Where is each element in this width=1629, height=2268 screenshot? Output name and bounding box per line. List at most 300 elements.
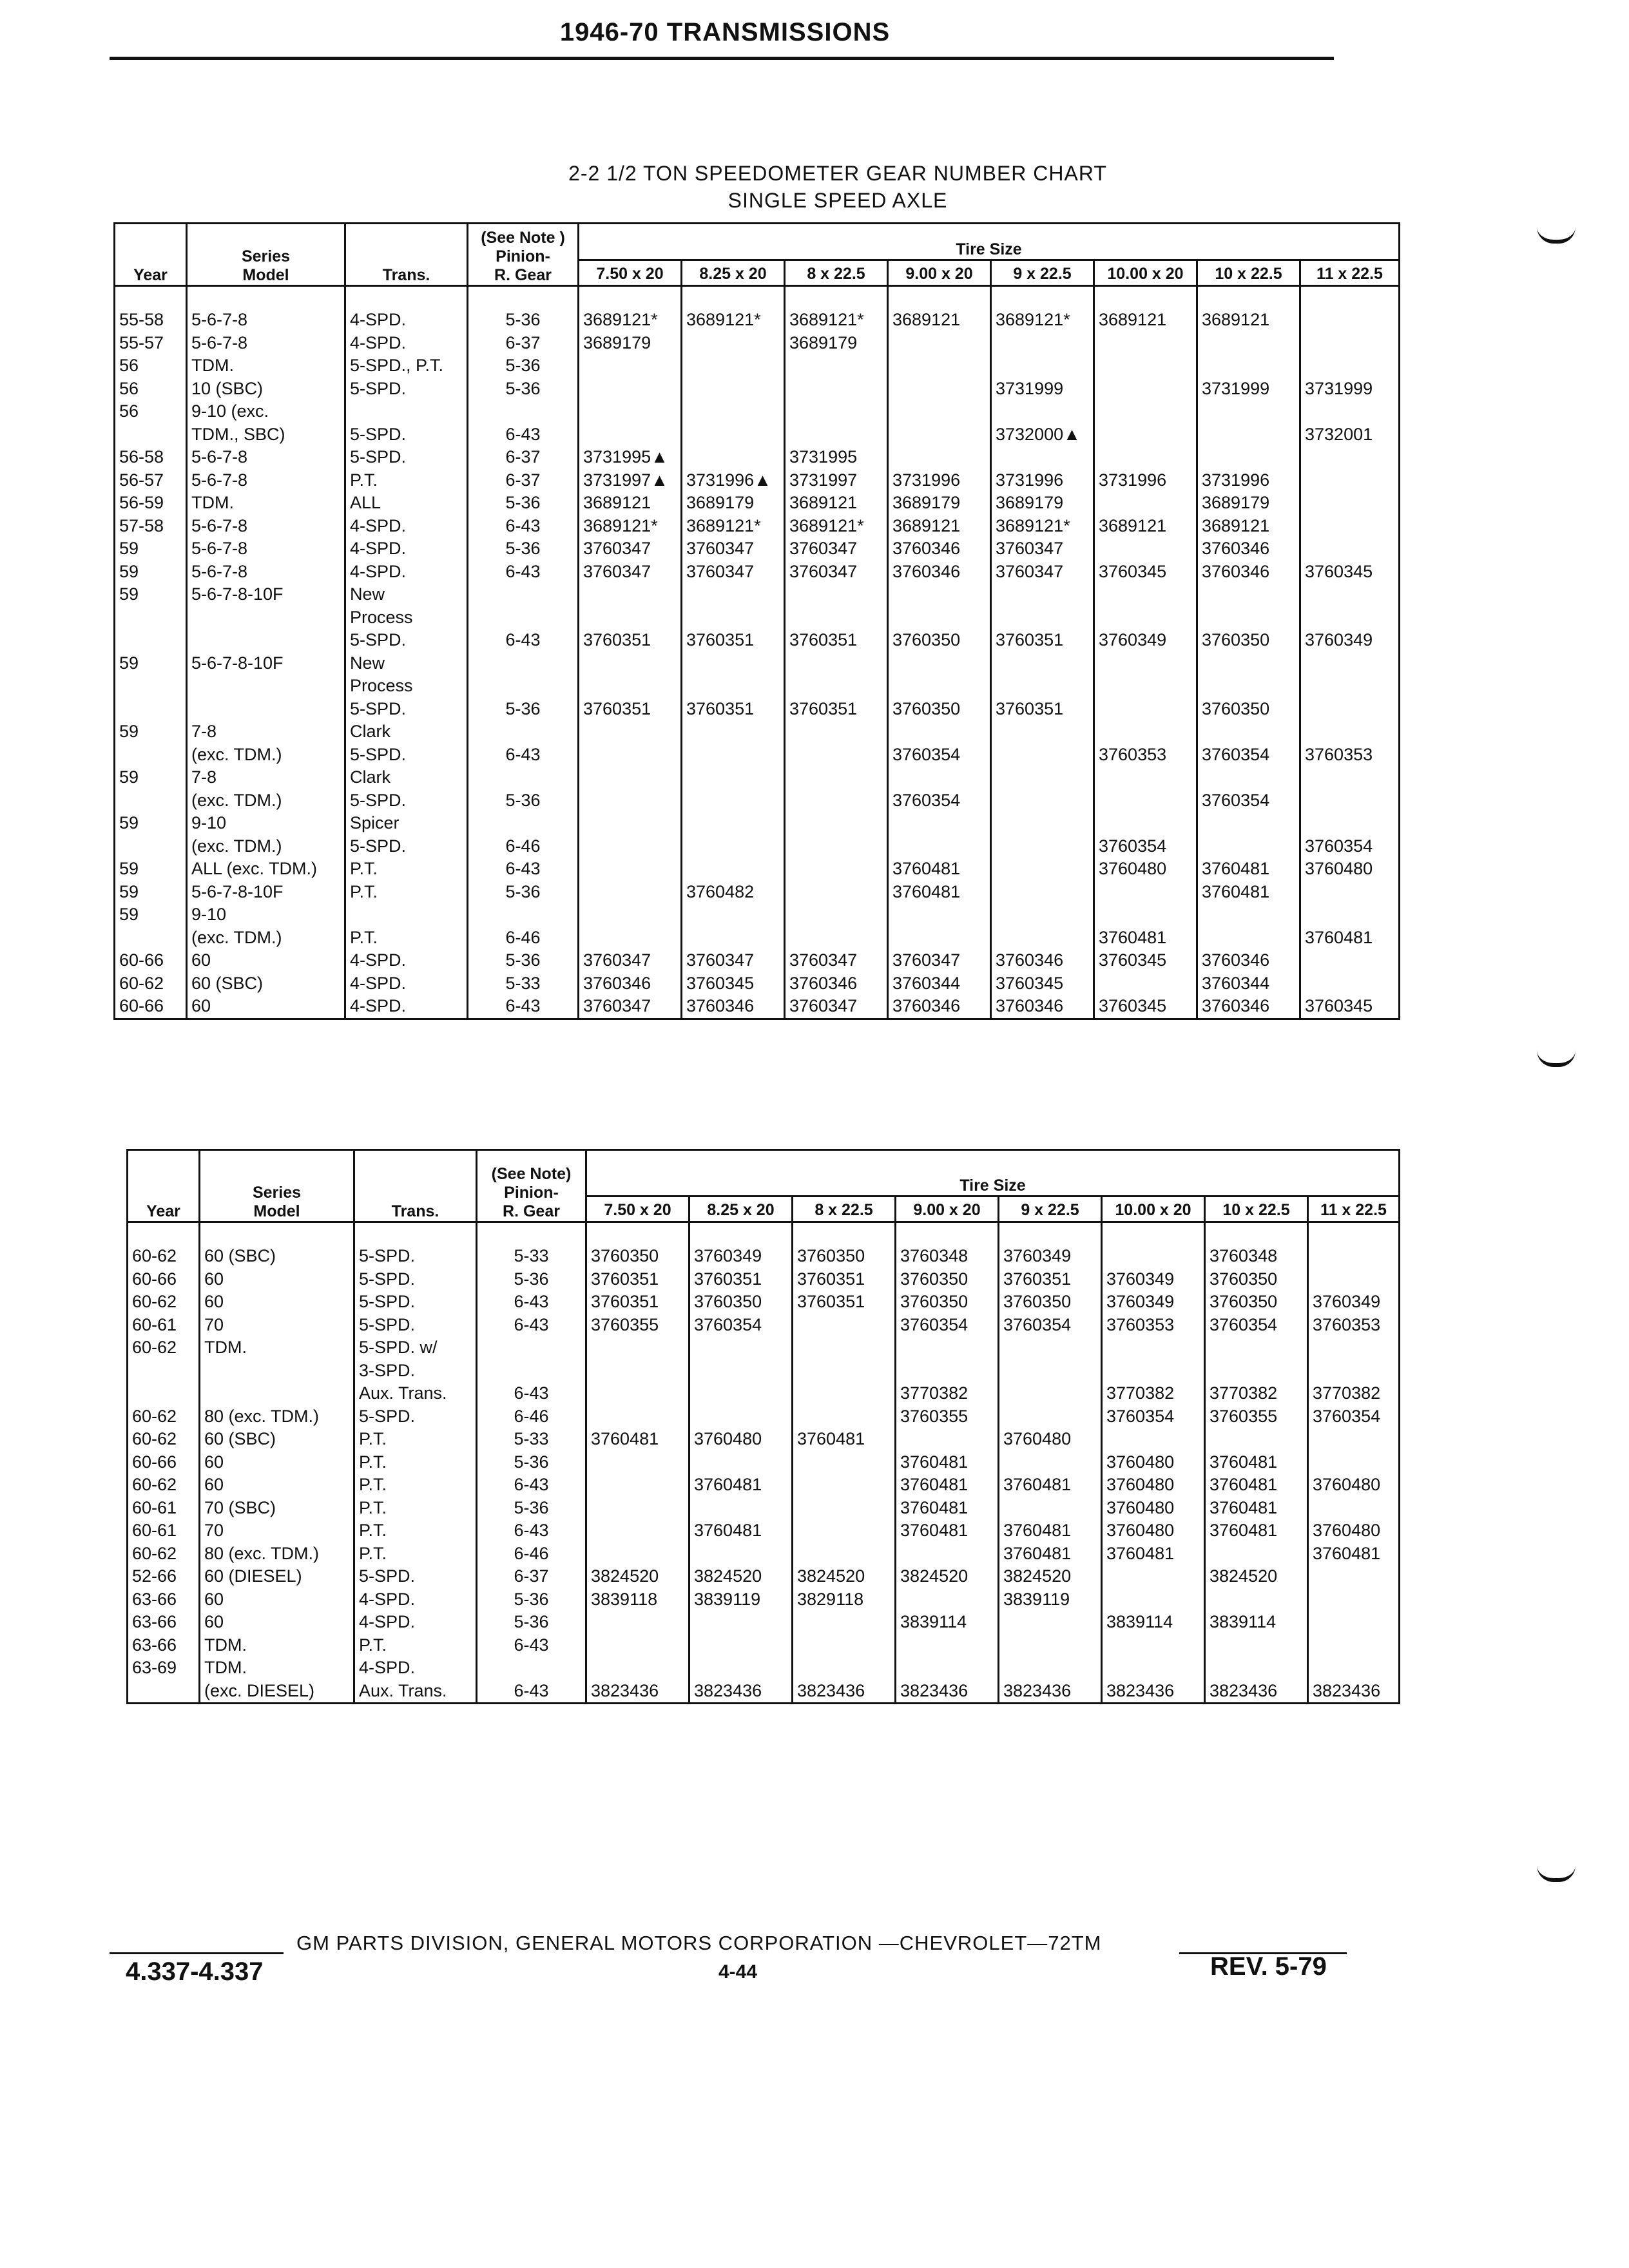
table-row — [115, 332, 1400, 355]
pinion-gear-cell: 6-46 — [477, 1542, 586, 1566]
tire-part-cell: 3760353 — [1094, 744, 1197, 767]
table-row — [115, 378, 1400, 401]
table-row — [128, 1428, 1400, 1451]
trans-cell: 4-SPD. — [345, 515, 468, 538]
tire-part-cell — [785, 766, 888, 789]
tire-part-cell — [785, 744, 888, 767]
tire-part-cell: 3760354 — [1197, 789, 1300, 812]
tire-part-cell — [1197, 720, 1300, 744]
tire-part-cell — [785, 583, 888, 606]
tire-part-cell — [999, 1497, 1102, 1520]
pinion-gear-cell: 5-36 — [477, 1497, 586, 1520]
tire-part-cell — [1300, 949, 1400, 972]
tire-part-cell: 3760351 — [586, 1291, 689, 1314]
tire-part-cell — [1094, 972, 1197, 995]
tire-part-cell — [1205, 1657, 1308, 1680]
tire-part-cell: 3823436 — [1308, 1680, 1400, 1704]
pinion-gear-cell: 5-33 — [477, 1245, 586, 1268]
tire-part-cell: 3760347 — [785, 561, 888, 584]
trans-cell: 5-SPD. — [354, 1314, 477, 1337]
tire-part-cell — [888, 812, 991, 835]
tire-part-cell: 3760354 — [1205, 1314, 1308, 1337]
series-model-cell: 5-6-7-8 — [187, 561, 345, 584]
tire-part-cell — [1197, 835, 1300, 858]
pinion-gear-cell: 5-36 — [468, 949, 579, 972]
tire-part-cell — [579, 766, 682, 789]
trans-cell: 5-SPD. — [354, 1405, 477, 1428]
series-model-cell — [187, 675, 345, 698]
series-model-cell: 5-6-7-8 — [187, 515, 345, 538]
col-header-tire: 9 x 22.5 — [999, 1196, 1102, 1222]
tire-part-cell — [1094, 286, 1197, 309]
trans-cell: 5-SPD. — [345, 423, 468, 447]
pinion-gear-cell — [468, 720, 579, 744]
tire-part-cell — [785, 423, 888, 447]
series-model-cell: 5-6-7-8 — [187, 469, 345, 492]
tire-part-cell — [888, 583, 991, 606]
table-row — [115, 675, 1400, 698]
tire-part-cell — [785, 400, 888, 423]
tire-part-cell: 3760481 — [689, 1474, 793, 1497]
trans-cell: 5-SPD. — [354, 1268, 477, 1291]
trans-cell: P.T. — [354, 1634, 477, 1657]
table-row — [128, 1657, 1400, 1680]
tire-part-cell — [689, 1497, 793, 1520]
tire-part-cell: 3770382 — [1102, 1382, 1205, 1405]
pinion-gear-cell — [468, 652, 579, 675]
table-row — [115, 949, 1400, 972]
year-cell: 56 — [115, 354, 187, 378]
series-model-cell: 60 — [200, 1611, 354, 1634]
pinion-gear-cell: 5-36 — [477, 1588, 586, 1611]
tire-part-cell — [1300, 652, 1400, 675]
tire-part-cell: 3689121* — [579, 515, 682, 538]
year-cell: 59 — [115, 537, 187, 561]
tire-part-cell — [1094, 537, 1197, 561]
chart-title — [387, 160, 1289, 214]
tire-part-cell — [1102, 1245, 1205, 1268]
tire-part-cell: 3760346 — [1197, 995, 1300, 1019]
series-model-cell — [200, 1382, 354, 1405]
tire-part-cell — [896, 1222, 999, 1245]
tire-part-cell: 3760353 — [1308, 1314, 1400, 1337]
tire-part-cell — [999, 1451, 1102, 1474]
pinion-gear-cell: 5-33 — [468, 972, 579, 995]
pinion-gear-cell — [468, 583, 579, 606]
tire-part-cell: 3689121 — [1094, 515, 1197, 538]
pinion-gear-cell: 6-43 — [477, 1314, 586, 1337]
table-row — [128, 1474, 1400, 1497]
pinion-gear-cell: 6-43 — [468, 995, 579, 1019]
table-row — [128, 1588, 1400, 1611]
tire-part-cell: 3689121* — [785, 515, 888, 538]
tire-part-cell: 3760480 — [1102, 1474, 1205, 1497]
tire-part-cell — [1197, 927, 1300, 950]
series-model-cell: TDM., SBC) — [187, 423, 345, 447]
tire-part-cell — [1102, 1657, 1205, 1680]
series-model-cell: (exc. TDM.) — [187, 835, 345, 858]
tire-part-cell — [793, 1542, 896, 1566]
tire-part-cell — [1300, 537, 1400, 561]
tire-part-cell: 3823436 — [689, 1680, 793, 1704]
tire-part-cell — [579, 378, 682, 401]
tire-part-cell — [991, 583, 1094, 606]
tire-part-cell — [999, 1360, 1102, 1383]
pinion-gear-cell: 5-36 — [477, 1451, 586, 1474]
tire-part-cell — [1308, 1588, 1400, 1611]
tire-part-cell — [888, 652, 991, 675]
year-cell — [115, 927, 187, 950]
tire-part-cell — [1102, 1360, 1205, 1383]
tire-part-cell: 3760347 — [785, 995, 888, 1019]
tire-part-cell: 3731999 — [991, 378, 1094, 401]
footer-revision: REV. 5-79 — [1210, 1952, 1327, 1981]
tire-part-cell — [682, 903, 785, 927]
tire-part-cell: 3760351 — [682, 698, 785, 721]
tire-part-cell — [1197, 903, 1300, 927]
tire-part-cell — [579, 400, 682, 423]
tire-part-cell — [1094, 881, 1197, 904]
tire-part-cell — [689, 1611, 793, 1634]
tire-part-cell: 3760348 — [1205, 1245, 1308, 1268]
tire-part-cell: 3760354 — [689, 1314, 793, 1337]
trans-cell: P.T. — [345, 927, 468, 950]
series-model-cell — [200, 1222, 354, 1245]
year-cell: 60-62 — [128, 1428, 200, 1451]
tire-part-cell: 3760354 — [1197, 744, 1300, 767]
trans-cell: Clark — [345, 766, 468, 789]
tire-part-cell: 3760350 — [1197, 698, 1300, 721]
tire-part-cell: 3760347 — [991, 561, 1094, 584]
series-model-cell: TDM. — [200, 1336, 354, 1360]
tire-part-cell: 3760345 — [991, 972, 1094, 995]
tire-part-cell: 3760350 — [1205, 1291, 1308, 1314]
tire-part-cell — [1308, 1336, 1400, 1360]
tire-part-cell — [579, 903, 682, 927]
pinion-gear-cell — [468, 400, 579, 423]
tire-part-cell — [999, 1222, 1102, 1245]
pinion-gear-cell: 5-36 — [468, 492, 579, 515]
tire-part-cell — [682, 652, 785, 675]
trans-cell: 4-SPD. — [345, 537, 468, 561]
trans-cell: ALL — [345, 492, 468, 515]
tire-part-cell: 3689121* — [991, 309, 1094, 332]
trans-cell: P.T. — [354, 1519, 477, 1542]
tire-part-cell — [1197, 675, 1300, 698]
year-cell: 60-66 — [115, 949, 187, 972]
series-model-cell: 5-6-7-8 — [187, 309, 345, 332]
tire-part-cell — [579, 927, 682, 950]
year-cell — [115, 698, 187, 721]
tire-part-cell: 3760354 — [1102, 1405, 1205, 1428]
tire-part-cell — [1197, 332, 1300, 355]
tire-part-cell: 3731999 — [1300, 378, 1400, 401]
tire-part-cell — [689, 1382, 793, 1405]
tire-part-cell: 3689121* — [682, 515, 785, 538]
footer-publisher-line: GM PARTS DIVISION, GENERAL MOTORS CORPORATION —CHEVROLET—72TM — [296, 1932, 1102, 1954]
tire-part-cell: 3823436 — [896, 1680, 999, 1704]
table-row — [115, 309, 1400, 332]
col-header-tire: 10 x 22.5 — [1197, 260, 1300, 286]
col-header-tire-size: Tire Size — [586, 1150, 1400, 1196]
pinion-gear-cell: 6-43 — [477, 1634, 586, 1657]
tire-part-cell: 3731996 — [1197, 469, 1300, 492]
tire-part-cell: 3760481 — [896, 1474, 999, 1497]
tire-part-cell: 3731995 — [785, 446, 888, 469]
series-model-cell — [187, 698, 345, 721]
tire-part-cell — [579, 744, 682, 767]
year-cell — [115, 606, 187, 629]
tire-part-cell — [682, 332, 785, 355]
tire-part-cell — [682, 446, 785, 469]
year-cell — [115, 629, 187, 652]
tire-part-cell — [785, 286, 888, 309]
tire-part-cell: 3839118 — [586, 1588, 689, 1611]
tire-part-cell: 3760351 — [579, 629, 682, 652]
year-cell: 56-58 — [115, 446, 187, 469]
trans-cell: 4-SPD. — [354, 1588, 477, 1611]
trans-cell: 5-SPD. — [345, 789, 468, 812]
tire-part-cell — [579, 789, 682, 812]
table-row — [115, 858, 1400, 881]
tire-part-cell — [682, 766, 785, 789]
tire-part-cell: 3689179 — [785, 332, 888, 355]
year-cell — [128, 1382, 200, 1405]
tire-part-cell — [1102, 1588, 1205, 1611]
year-cell: 60-62 — [128, 1336, 200, 1360]
year-cell — [128, 1222, 200, 1245]
tire-part-cell — [793, 1657, 896, 1680]
tire-part-cell — [682, 606, 785, 629]
tire-part-cell: 3760481 — [888, 881, 991, 904]
tire-part-cell: 3823436 — [586, 1680, 689, 1704]
tire-part-cell: 3760350 — [586, 1245, 689, 1268]
tire-part-cell: 3760346 — [991, 949, 1094, 972]
table-row — [115, 766, 1400, 789]
tire-part-cell: 3760350 — [896, 1268, 999, 1291]
tire-part-cell — [1094, 652, 1197, 675]
tire-part-cell: 3839114 — [896, 1611, 999, 1634]
series-model-cell — [187, 286, 345, 309]
trans-cell: 5-SPD. — [345, 378, 468, 401]
tire-part-cell: 3689121 — [579, 492, 682, 515]
tire-part-cell: 3731997▲ — [579, 469, 682, 492]
tire-part-cell: 3760347 — [785, 537, 888, 561]
tire-part-cell — [579, 652, 682, 675]
tire-part-cell — [1300, 606, 1400, 629]
trans-cell: 4-SPD. — [345, 332, 468, 355]
pinion-gear-cell: 5-36 — [468, 378, 579, 401]
tire-part-cell — [785, 789, 888, 812]
tire-part-cell — [579, 423, 682, 447]
series-model-cell: (exc. TDM.) — [187, 789, 345, 812]
tire-part-cell — [991, 744, 1094, 767]
trans-cell: 4-SPD. — [345, 949, 468, 972]
tire-part-cell — [1102, 1428, 1205, 1451]
tire-part-cell: 3731995▲ — [579, 446, 682, 469]
tire-part-cell — [1197, 583, 1300, 606]
year-cell: 60-62 — [128, 1405, 200, 1428]
tire-part-cell: 3760349 — [689, 1245, 793, 1268]
tire-part-cell: 3760350 — [888, 629, 991, 652]
tire-part-cell: 3760349 — [1094, 629, 1197, 652]
tire-part-cell: 3760350 — [1205, 1268, 1308, 1291]
trans-cell: 3-SPD. — [354, 1360, 477, 1383]
tire-part-cell: 3689121* — [579, 309, 682, 332]
tire-part-cell — [999, 1657, 1102, 1680]
footer-page-number: 4-44 — [718, 1961, 758, 1983]
tire-part-cell — [1094, 698, 1197, 721]
series-model-cell: 70 (SBC) — [200, 1497, 354, 1520]
tire-part-cell: 3760345 — [682, 972, 785, 995]
tire-part-cell: 3689121* — [785, 309, 888, 332]
tire-part-cell — [586, 1405, 689, 1428]
year-cell — [115, 675, 187, 698]
tire-part-cell — [888, 332, 991, 355]
table-row — [115, 629, 1400, 652]
col-header-tire: 9.00 x 20 — [888, 260, 991, 286]
tire-part-cell: 3760350 — [888, 698, 991, 721]
tire-part-cell — [793, 1314, 896, 1337]
tire-part-cell — [991, 858, 1094, 881]
tire-part-cell: 3760481 — [1205, 1474, 1308, 1497]
tire-part-cell — [1300, 881, 1400, 904]
trans-cell: 5-SPD. — [345, 835, 468, 858]
tire-part-cell: 3760481 — [1094, 927, 1197, 950]
series-model-cell: 5-6-7-8-10F — [187, 652, 345, 675]
tire-part-cell — [991, 927, 1094, 950]
trans-cell: P.T. — [354, 1474, 477, 1497]
tire-part-cell: 3760351 — [689, 1268, 793, 1291]
trans-cell: 4-SPD. — [354, 1611, 477, 1634]
col-header-tire: 9.00 x 20 — [896, 1196, 999, 1222]
tire-part-cell: 3760480 — [689, 1428, 793, 1451]
tire-part-cell: 3760481 — [793, 1428, 896, 1451]
trans-cell: 5-SPD. — [354, 1291, 477, 1314]
tire-part-cell — [1094, 583, 1197, 606]
tire-part-cell — [1300, 286, 1400, 309]
tire-part-cell: 3760345 — [1300, 995, 1400, 1019]
table-row — [115, 744, 1400, 767]
tire-part-cell — [1094, 423, 1197, 447]
pinion-gear-cell: 5-36 — [468, 789, 579, 812]
pinion-gear-cell: 5-36 — [468, 698, 579, 721]
tire-part-cell — [1094, 766, 1197, 789]
tire-part-cell: 3760355 — [896, 1405, 999, 1428]
tire-part-cell: 3689121* — [682, 309, 785, 332]
year-cell: 60-66 — [115, 995, 187, 1019]
series-model-cell: 60 — [187, 949, 345, 972]
year-cell — [115, 789, 187, 812]
tire-part-cell: 3760347 — [579, 537, 682, 561]
trans-cell: P.T. — [354, 1497, 477, 1520]
tire-part-cell: 3760351 — [586, 1268, 689, 1291]
tire-part-cell: 3760349 — [1102, 1291, 1205, 1314]
tire-part-cell: 3760345 — [1094, 995, 1197, 1019]
year-cell — [115, 423, 187, 447]
table-row — [128, 1336, 1400, 1360]
tire-part-cell: 3731997 — [785, 469, 888, 492]
tire-part-cell — [1205, 1634, 1308, 1657]
series-model-cell: 9-10 — [187, 903, 345, 927]
year-cell: 56-57 — [115, 469, 187, 492]
tire-part-cell: 3760347 — [991, 537, 1094, 561]
trans-cell: P.T. — [345, 469, 468, 492]
tire-part-cell — [689, 1657, 793, 1680]
tire-part-cell: 3760480 — [1300, 858, 1400, 881]
tire-part-cell — [1300, 903, 1400, 927]
trans-cell: P.T. — [345, 858, 468, 881]
col-header-trans: Trans. — [345, 224, 468, 286]
tire-part-cell — [1308, 1634, 1400, 1657]
series-model-cell: 60 (SBC) — [200, 1245, 354, 1268]
tire-part-cell — [1205, 1588, 1308, 1611]
table-row — [115, 537, 1400, 561]
tire-part-cell: 3770382 — [1205, 1382, 1308, 1405]
series-model-cell — [187, 606, 345, 629]
trans-cell: 5-SPD. — [345, 629, 468, 652]
tire-part-cell: 3760351 — [682, 629, 785, 652]
tire-part-cell: 3689179 — [579, 332, 682, 355]
tire-part-cell — [682, 583, 785, 606]
tire-part-cell: 3732001 — [1300, 423, 1400, 447]
pinion-gear-cell — [477, 1336, 586, 1360]
table-row — [115, 423, 1400, 447]
tire-part-cell: 3760355 — [1205, 1405, 1308, 1428]
pinion-gear-cell — [468, 766, 579, 789]
tire-part-cell: 3824520 — [586, 1565, 689, 1588]
tire-part-cell — [1205, 1336, 1308, 1360]
tire-part-cell: 3760344 — [1197, 972, 1300, 995]
pinion-gear-cell: 6-43 — [468, 423, 579, 447]
series-model-cell: 9-10 (exc. — [187, 400, 345, 423]
tire-part-cell — [896, 1634, 999, 1657]
tire-part-cell — [1197, 354, 1300, 378]
tire-part-cell — [1205, 1360, 1308, 1383]
series-model-cell: 60 — [200, 1588, 354, 1611]
tire-part-cell — [1094, 446, 1197, 469]
tire-part-cell — [682, 858, 785, 881]
tire-part-cell — [1094, 789, 1197, 812]
series-model-cell: 60 — [200, 1474, 354, 1497]
tire-part-cell — [1300, 469, 1400, 492]
table-row — [128, 1634, 1400, 1657]
pinion-gear-cell — [477, 1657, 586, 1680]
tire-part-cell: 3760351 — [785, 629, 888, 652]
tire-part-cell — [1300, 309, 1400, 332]
tire-part-cell: 3760351 — [793, 1268, 896, 1291]
tire-part-cell — [888, 927, 991, 950]
year-cell — [115, 744, 187, 767]
tire-part-cell — [1094, 378, 1197, 401]
tire-part-cell — [1300, 515, 1400, 538]
pinion-gear-cell — [468, 903, 579, 927]
pinion-gear-cell: 6-43 — [477, 1680, 586, 1704]
col-header-tire: 11 x 22.5 — [1308, 1196, 1400, 1222]
trans-cell: 5-SPD. w/ — [354, 1336, 477, 1360]
tire-part-cell: 3760481 — [1205, 1451, 1308, 1474]
series-model-cell — [200, 1360, 354, 1383]
pinion-gear-cell: 6-43 — [477, 1519, 586, 1542]
page-header-title: 1946-70 TRANSMISSIONS — [559, 18, 891, 46]
series-model-cell: 80 (exc. TDM.) — [200, 1542, 354, 1566]
col-header-tire: 8 x 22.5 — [793, 1196, 896, 1222]
series-model-cell — [187, 629, 345, 652]
tire-part-cell: 3760480 — [999, 1428, 1102, 1451]
tire-part-cell: 3689121 — [1197, 515, 1300, 538]
pinion-gear-cell — [468, 675, 579, 698]
tire-part-cell — [1308, 1497, 1400, 1520]
